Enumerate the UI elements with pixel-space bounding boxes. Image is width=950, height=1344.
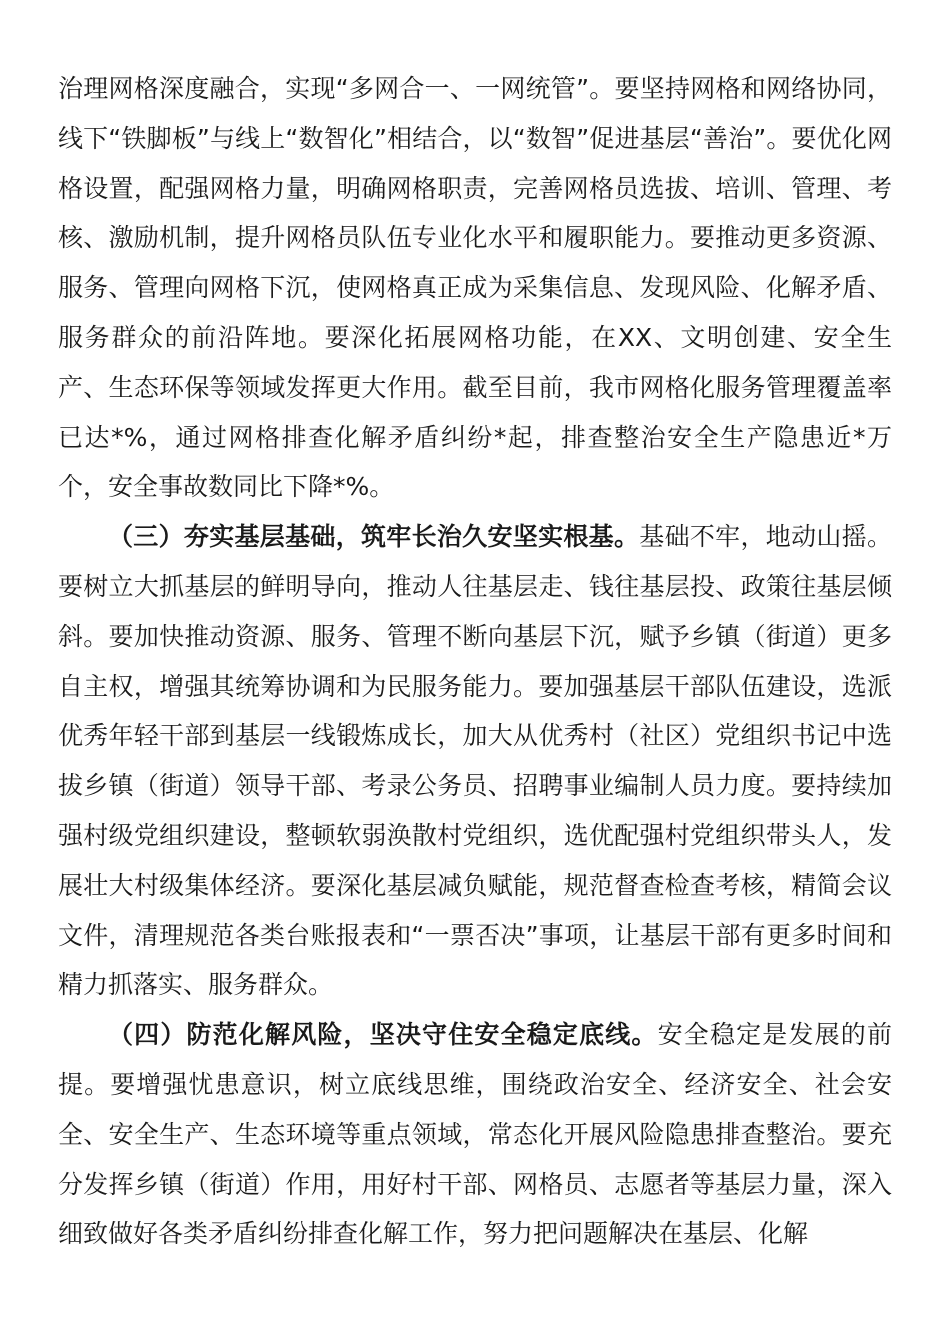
paragraph-section-three xyxy=(58,512,892,1010)
paragraph-continuation xyxy=(58,64,892,512)
section-heading-three: （三）夯实基层基础，筑牢长治久安坚实根基。 xyxy=(108,522,640,552)
paragraph-body: 安全稳定是发展的前提。要增强忧患意识，树立底线思维，围绕政治安全、经济安全、社会安全、安全生产、生态环境等重点领域，常态化开展风险隐患排查整治。要充分发挥乡镇（街道）作用，用好村干部、网格员、志愿者等基层力量，深入细致做好各类矛盾纠纷排查化解工作，努力把问题解决在基层、化解 xyxy=(58,1020,892,1249)
section-heading-four: （四）防范化解风险，坚决守住安全稳定底线。 xyxy=(108,1020,658,1050)
paragraph-body: 治理网格深度融合，实现“多网合一、一网统管”。要坚持网格和网络协同，线下“铁脚板”与线上“数智化”相结合，以“数智”促进基层“善治”。要优化网格设置，配强网格力量，明确网格职责，完善网格员选拔、培训、管理、考核、激励机制，提升网格员队伍专业化水平和履职能力。要推动更多资源、服务、管理向网格下沉，使网格真正成为采集信息、发现风险、化解矛盾、服务群众的前沿阵地。要深化拓展网格功能，在XX、文明创建、安全生产、生态环保等领域发挥更大作用。截至目前，我市网格化服务管理覆盖率已达*%，通过网格排查化解矛盾纠纷*起，排查整治安全生产隐患近*万个，安全事故数同比下降*%。 xyxy=(58,74,892,502)
paragraph-section-four xyxy=(58,1010,892,1259)
paragraph-body: 基础不牢，地动山摇。要树立大抓基层的鲜明导向，推动人往基层走、钱往基层投、政策往基层倾斜。要加快推动资源、服务、管理不断向基层下沉，赋予乡镇（街道）更多自主权，增强其统筹协调和为民服务能力。要加强基层干部队伍建设，选派优秀年轻干部到基层一线锻炼成长，加大从优秀村（社区）党组织书记中选拔乡镇（街道）领导干部、考录公务员、招聘事业编制人员力度。要持续加强村级党组织建设，整顿软弱涣散村党组织，选优配强村党组织带头人，发展壮大村级集体经济。要深化基层减负赋能，规范督查检查考核，精简会议文件，清理规范各类台账报表和“一票否决”事项，让基层干部有更多时间和精力抓落实、服务群众。 xyxy=(58,522,892,1000)
document-page xyxy=(58,64,892,1259)
